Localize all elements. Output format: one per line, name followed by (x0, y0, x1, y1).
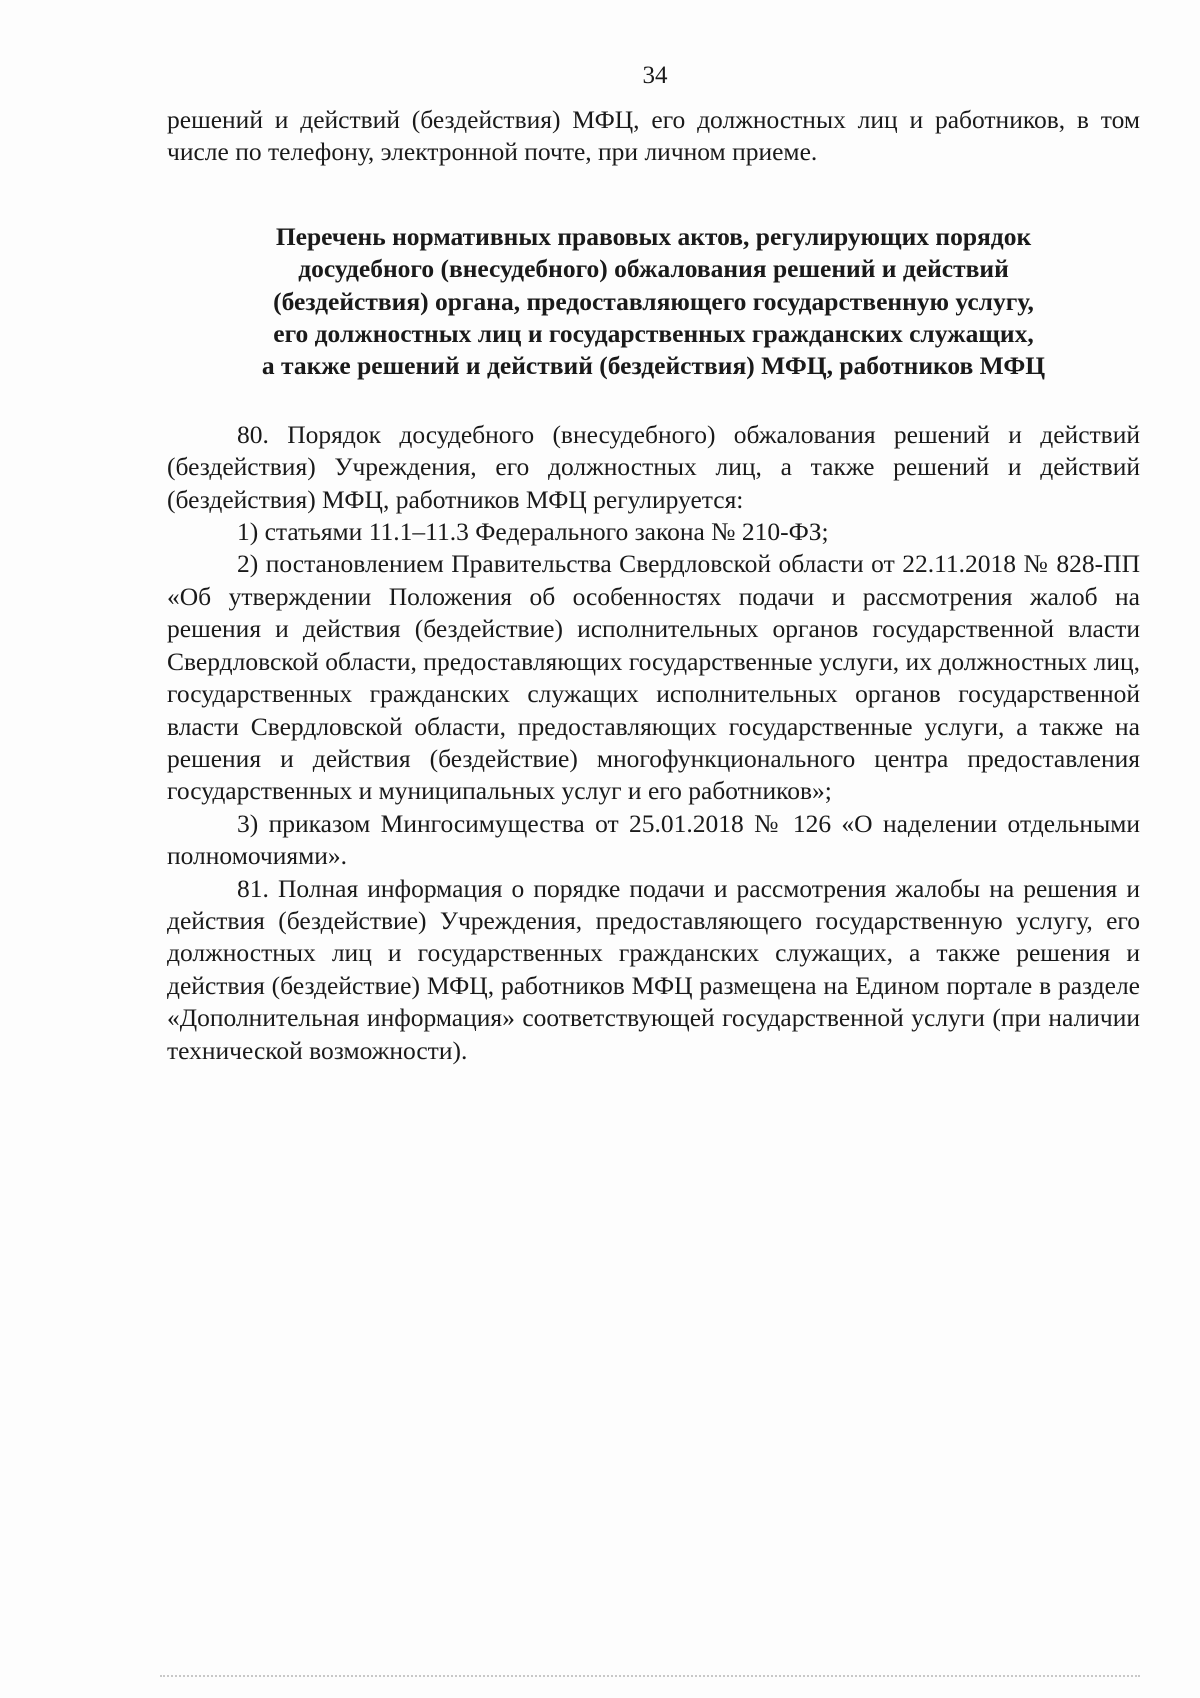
page-number: 34 (642, 62, 668, 89)
paragraph-80: 80. Порядок досудебного (внесудебного) обжалования решений и действий (бездействия) Учреждения, его должностных лиц, а также решений и действий (бездействия) МФЦ, работников МФЦ регулируется: (167, 419, 1140, 514)
heading-line: его должностных лиц и государственных гражданских служащих, (273, 319, 1034, 349)
heading-line: а также решений и действий (бездействия) МФЦ, работников МФЦ (261, 351, 1046, 381)
paragraph-81: 81. Полная информация о порядке подачи и рассмотрения жалобы на решения и действия (бездействие) Учреждения, предоставляющего государственную услугу, его должностных лиц и государственных гражданских служащих, а также решения и действия (бездействие) МФЦ, работников МФЦ размещена на Едином портале в разделе «Дополнительная информация» соответствующей государственной услуги (при наличии технической возможности). (167, 873, 1140, 1065)
scan-artifact-line (160, 1675, 1140, 1680)
intro-paragraph: решений и действий (бездействия) МФЦ, его должностных лиц и работников, в том числе по телефону, электронной почте, при личном приеме. (167, 105, 1140, 167)
list-item-3: 3) приказом Мингосимущества от 25.01.2018 № 126 «О наделении отдельными полномочиями». (167, 808, 1140, 871)
heading-line: досудебного (внесудебного) обжалования решений и действий (298, 254, 1009, 284)
list-item-1: 1) статьями 11.1–11.3 Федерального закона № 210-ФЗ; (237, 517, 829, 547)
list-item-2: 2) постановлением Правительства Свердловской области от 22.11.2018 № 828-ПП «Об утверждении Положения об особенностях подачи и рассмотрения жалоб на решения и действия (бездействие) исполнительных органов государственной власти Свердловской области, предоставляющих государственные услуги, их должностных лиц, государственных гражданских служащих исполнительных органов государственной власти Свердловской области, предоставляющих государственные услуги, а также на решения и действия (бездействие) многофункционального центра предоставления государственных и муниципальных услуг и его работников»; (167, 549, 1140, 806)
heading-line: (бездействия) органа, предоставляющего государственную услугу, (273, 286, 1034, 316)
section-heading (167, 221, 1140, 383)
heading-line: Перечень нормативных правовых актов, регулирующих порядок (275, 221, 1032, 251)
document-body (167, 104, 1140, 1067)
